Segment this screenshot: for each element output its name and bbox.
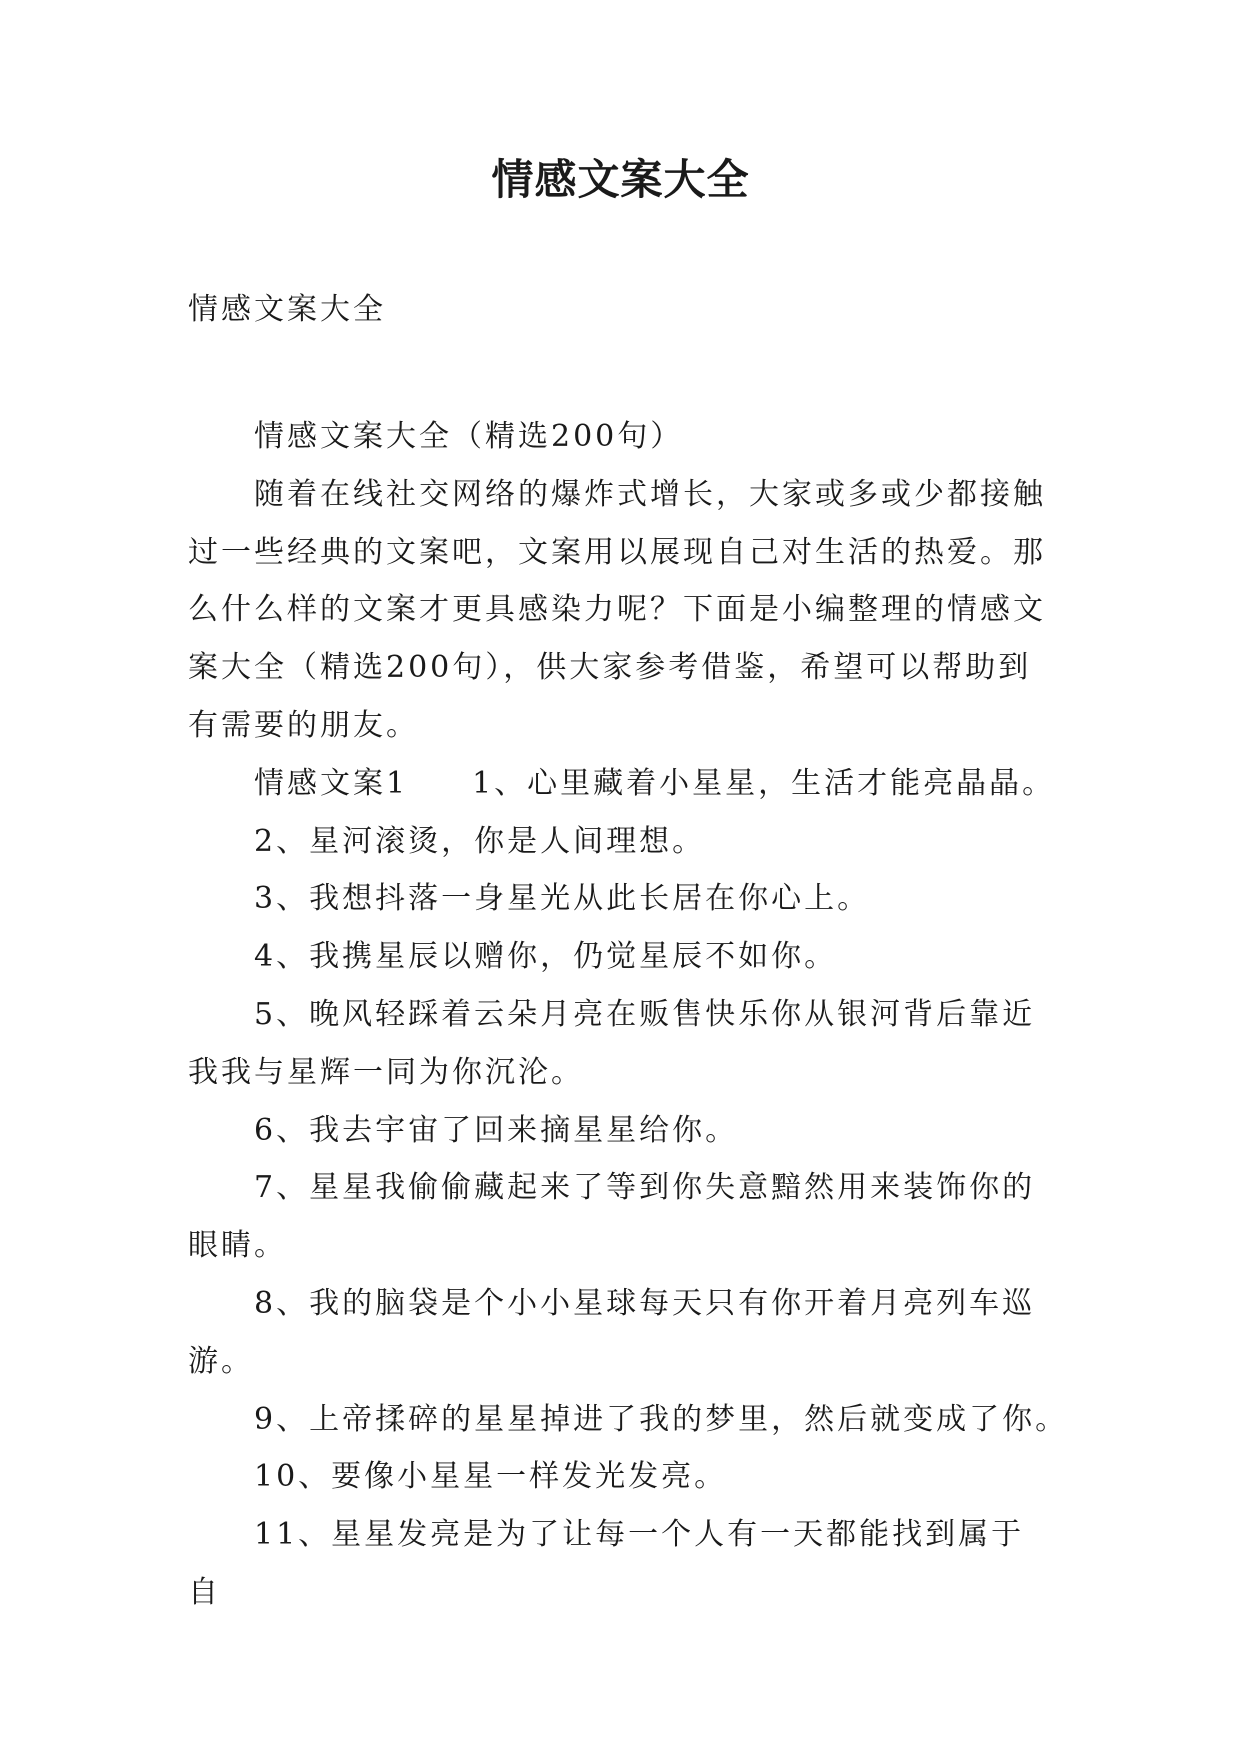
list-item: 7、星星我偷偷藏起来了等到你失意黯然用来装饰你的眼睛。	[188, 1170, 1036, 1264]
list-item: 1、心里藏着小星星，生活才能亮晶晶。	[472, 765, 1056, 801]
intro-paragraph: 随着在线社交网络的爆炸式增长，大家或多或少都接触过一些经典的文案吧，文案用以展现自己对生活的热爱。那么什么样的文案才更具感染力呢？下面是小编整理的情感文案大全（精选200句），供大家参考借鉴，希望可以帮助到有需要的朋友。	[188, 476, 1046, 743]
list-item: 3、我想抖落一身星光从此长居在你心上。	[254, 881, 871, 917]
list-item: 11、星星发亮是为了让每一个人有一天都能找到属于自	[188, 1517, 1025, 1610]
list-item: 6、我去宇宙了回来摘星星给你。	[254, 1112, 739, 1148]
document-body	[188, 408, 1069, 1622]
list-item: 10、要像小星星一样发光发亮。	[254, 1459, 728, 1495]
document-subtitle: 情感文案大全	[188, 292, 386, 327]
list-item: 2、星河滚烫，你是人间理想。	[254, 823, 706, 859]
section-first-line	[188, 755, 1054, 813]
section-heading: 情感文案1	[254, 765, 409, 801]
list-item: 4、我携星辰以赠你，仍觉星辰不如你。	[254, 939, 838, 975]
document-title: 情感文案大全	[491, 155, 750, 204]
list-item: 9、上帝揉碎的星星掉进了我的梦里，然后就变成了你。	[254, 1401, 1069, 1437]
list-item: 8、我的脑袋是个小小星球每天只有你开着月亮列车巡游。	[188, 1285, 1036, 1379]
list-item: 5、晚风轻踩着云朵月亮在贩售快乐你从银河背后靠近我我与星辉一同为你沉沦。	[188, 996, 1036, 1090]
intro-heading: 情感文案大全（精选200句）	[254, 419, 684, 454]
